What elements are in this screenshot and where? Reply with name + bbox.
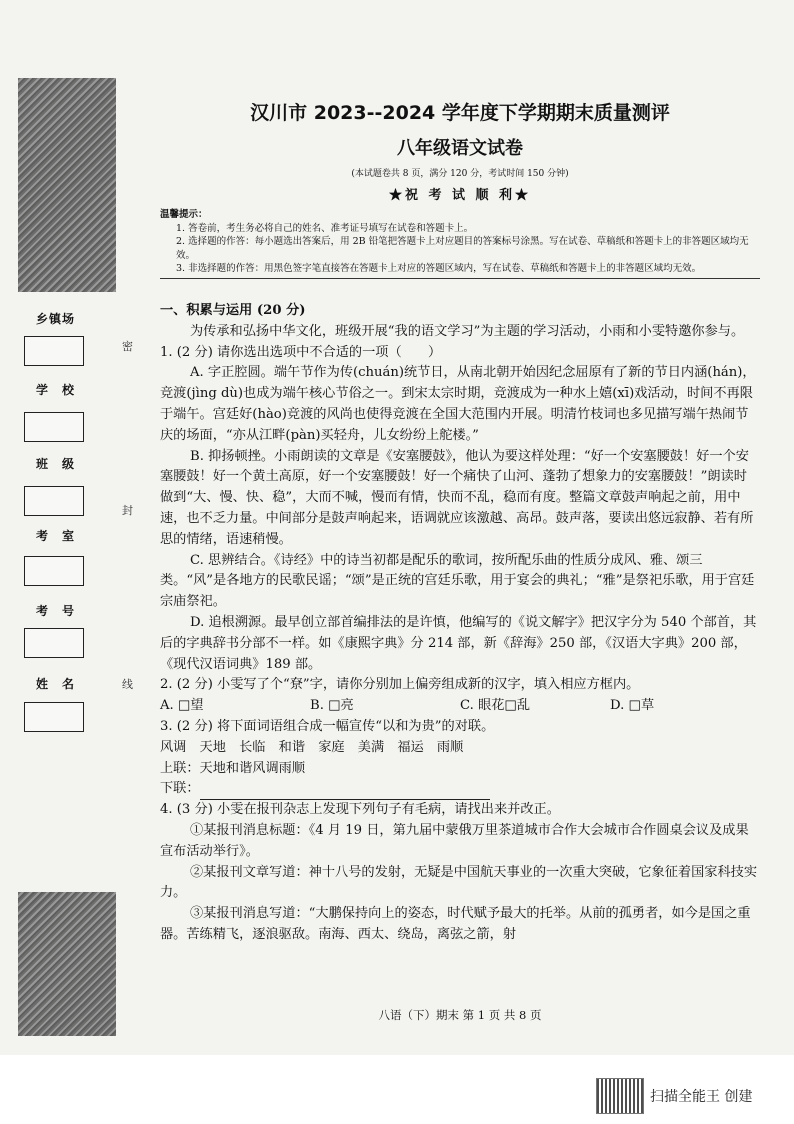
section-accumulation [160, 301, 760, 946]
seal-char-mi: 密 [122, 340, 133, 353]
tip-item-3: 3. 非选择题的作答：用黑色签字笔直接答在答题卡上对应的答题区域内，写在试卷、草稿纸和答题卡上的非答题区域均无效。 [176, 263, 702, 274]
question-1-option-d: D. 追根溯源。最早创立部首编排法的是许慎，他编写的《说文解字》把汉字分为 540 个部首，其后的字典辞书分部不一样。如《康熙字典》分 214 部，新《辞海》250 部，《汉语大字典》200 部，《现代汉语词典》189 部。 [160, 614, 757, 672]
qr-code-icon [596, 1078, 644, 1114]
question-2-choice-b: B. □亮 [310, 698, 354, 714]
exam-wish: ★祝 考 试 顺 利★ [388, 188, 532, 203]
tips-divider [160, 278, 760, 279]
field-label-township: 乡镇场 [36, 312, 76, 326]
question-2-choice-a: A. □望 [160, 698, 204, 714]
field-box-number[interactable] [24, 628, 84, 658]
field-box-township[interactable] [24, 336, 84, 366]
question-4: 4. (3 分) 小雯在报刊杂志上发现下列句子有毛病，请找出来并改正。 [160, 802, 560, 818]
question-3-lower-couplet [160, 779, 760, 800]
field-box-school[interactable] [24, 412, 84, 442]
question-4-sentence-3: ③某报刊消息写道：“大鹏保持向上的姿态，时代赋予最大的托举。从前的孤勇者，如今是国之重器。苦练精飞，逐浪驱敌。南海、西太、绕岛，离弦之箭，射 [160, 906, 751, 942]
question-4-sentence-1: ①某报刊消息标题：《4 月 19 日，第九届中蒙俄万里茶道城市合作大会城市合作圆桌会议及成果宣布活动举行》。 [160, 822, 749, 859]
question-1-option-c: C. 思辨结合。《诗经》中的诗当初都是配乐的歌词，按所配乐曲的性质分成风、雅、颂三类。“风”是各地方的民歌民谣；“颂”是正统的宫廷乐歌，用于宴会的典礼；“雅”是祭祀乐歌，用于宫廷宗庙祭祀。 [160, 552, 755, 610]
tips-block [160, 208, 760, 279]
seal-char-feng: 封 [122, 504, 133, 517]
field-box-name[interactable] [24, 702, 84, 732]
field-label-number: 考 号 [36, 604, 76, 618]
question-4-sentence-2: ②某报刊文章写道：神十八号的发射，无疑是中国航天事业的一次重大突破，它象征着国家科技实力。 [160, 864, 758, 901]
question-1-option-b: B. 抑扬顿挫。小雨朗读的文章是《安塞腰鼓》，他认为要这样处理：“好一个安塞腰鼓！好一个安塞腰鼓！好一个黄土高原，好一个安塞腰鼓！好一个痛快了山河、蓬勃了想象力的安塞腰鼓！”朗读时做到“大、慢、快、稳”，大而不喊，慢而有情，快而不乱，稳而有度。整篇文章鼓声响起之前，用中速，也不乏力量。中间部分是鼓声响起来，语调就应该激越、高昂。鼓声落，要读出悠远寂静、若有所思的情绪，语速稍慢。 [160, 448, 754, 547]
field-box-room[interactable] [24, 556, 84, 586]
question-2-choice-c: C. 眼花□乱 [460, 698, 531, 714]
tips-heading: 温馨提示： [160, 209, 208, 220]
tip-item-1: 1. 答卷前，考生务必将自己的姓名、准考证号填写在试卷和答题卡上。 [176, 222, 474, 234]
watermark-text: 扫描全能王 创建 [650, 1089, 753, 1105]
question-2: 2. (2 分) 小雯写了个“尞”字，请你分别加上偏旁组成新的汉字，填入相应方框内。 [160, 677, 640, 693]
question-3-words: 风调 天地 长临 和谐 家庭 美满 福运 雨顺 [160, 739, 464, 755]
page-footer: 八语（下）期末 第 1 页 共 8 页 [378, 1008, 542, 1022]
exam-subtitle: 八年级语文试卷 [397, 138, 523, 159]
scanner-watermark [596, 1078, 752, 1114]
question-2-choices [160, 696, 760, 717]
section-intro: 为传承和弘扬中华文化，班级开展“我的语文学习”为主题的学习活动，小雨和小雯特邀你参与。 [190, 323, 745, 339]
field-box-class[interactable] [24, 486, 84, 516]
field-label-name: 姓 名 [36, 677, 76, 691]
question-1: 1. (2 分) 请你选出选项中不合适的一项（ ） [160, 344, 442, 360]
exam-title: 汉川市 2023--2024 学年度下学期期末质量测评 [250, 102, 670, 124]
field-label-class: 班 级 [36, 457, 76, 471]
lower-couplet-blank[interactable] [200, 787, 490, 800]
tip-item-2: 2. 选择题的作答：每小题选出答案后，用 2B 铅笔把答题卡上对应题目的答案标号涂黑。写在试卷、草稿纸和答题卡上的非答题区域均无效。 [176, 236, 749, 261]
lower-couplet-label: 下联： [160, 781, 200, 797]
exam-meta: (本试题卷共 8 页，满分 120 分，考试时间 150 分钟) [351, 169, 569, 179]
question-3-upper-couplet: 上联：天地和谐风调雨顺 [160, 760, 306, 776]
seal-char-xian: 线 [122, 678, 133, 691]
question-2-choice-d: D. □草 [610, 698, 655, 714]
field-label-room: 考 室 [36, 529, 76, 543]
question-3: 3. (2 分) 将下面词语组合成一幅宣传“以和为贵”的对联。 [160, 718, 495, 734]
field-label-school: 学 校 [36, 383, 76, 397]
question-1-option-a: A. 字正腔圆。端午节作为传(chuán)统节日，从南北朝开始因纪念屈原有了新的节日内涵(hán)，竞渡(jìng dù)也成为端午核心节俗之一。到宋太宗时期，竞渡成为一种水上嬉(xī)戏活动，时间不再限于端午。宫廷好(hào)竞渡的风尚也使得竞渡在全国大范围内开展。明清竹枝词也多见描写端午热闹节庆的场面，“亦从江畔(pàn)买轻舟，儿女纷纷上舵楼。” [160, 365, 756, 443]
section-heading: 一、积累与运用 (20 分) [160, 303, 306, 318]
